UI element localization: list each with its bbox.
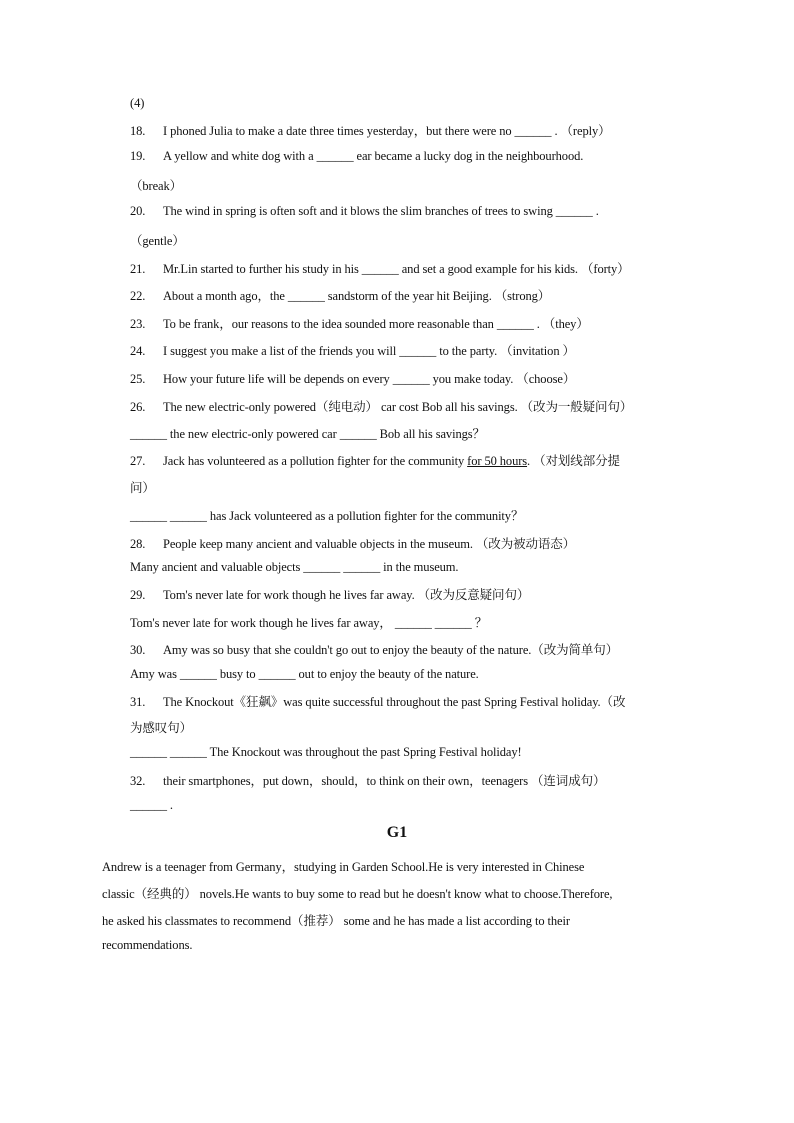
section-intro: (4) <box>130 96 145 110</box>
question-text: I phoned Julia to make a date three times yesterday，but there were no ______ . （reply） <box>163 124 611 138</box>
question-text: Amy was so busy that she couldn't go out to enjoy the beauty of the nature.（改为简单句） <box>163 643 619 657</box>
question-number: 21. <box>130 262 146 276</box>
question-20-hint: （gentle） <box>130 234 185 248</box>
passage-line-3: he asked his classmates to recommend（推荐） some and he has made a list according to their <box>102 914 570 928</box>
question-19-hint: （break） <box>130 179 183 193</box>
question-number: 25. <box>130 372 146 386</box>
question-19 <box>130 149 583 164</box>
question-27-cont: 问） <box>130 481 155 495</box>
question-number: 28. <box>130 537 146 551</box>
question-21 <box>130 259 630 277</box>
question-number: 32. <box>130 774 146 788</box>
question-text-end: . （对划线部分提 <box>527 454 620 468</box>
question-28-answer: Many ancient and valuable objects ______ ______ in the museum. <box>130 560 459 574</box>
passage-line-2: classic（经典的） novels.He wants to buy some to read but he doesn't know what to choose.Therefore, <box>102 887 613 901</box>
question-text: About a month ago，the ______ sandstorm of the year hit Beijing. （strong） <box>163 289 551 303</box>
question-text: People keep many ancient and valuable objects in the museum. （改为被动语态） <box>163 537 576 551</box>
question-31-answer: ______ ______ The Knockout was throughout the past Spring Festival holiday! <box>130 745 522 759</box>
question-text: A yellow and white dog with a ______ ear became a lucky dog in the neighbourhood. <box>163 149 584 163</box>
question-text: Jack has volunteered as a pollution fighter for the community <box>163 454 468 468</box>
question-number: 31. <box>130 695 146 709</box>
question-number: 23. <box>130 317 146 331</box>
question-29-answer: Tom's never late for work though he lives far away， ______ ______ ？ <box>130 616 488 630</box>
question-text: How your future life will be depends on every ______ you make today. （choose） <box>163 372 576 386</box>
question-30-answer: Amy was ______ busy to ______ out to enjoy the beauty of the nature. <box>130 667 479 681</box>
question-text: Tom's never late for work though he lives far away. （改为反意疑问句） <box>163 588 530 602</box>
question-31 <box>130 692 625 710</box>
question-30 <box>130 640 618 658</box>
question-number: 20. <box>130 204 146 218</box>
question-text: The Knockout《狂飙》was quite successful throughout the past Spring Festival holiday.（改 <box>163 695 626 709</box>
question-text: Mr.Lin started to further his study in his ______ and set a good example for his kids. （forty） <box>163 262 630 276</box>
passage-line-1: Andrew is a teenager from Germany，studying in Garden School.He is very interested in Chinese <box>102 860 585 874</box>
question-32 <box>130 771 605 789</box>
question-text: I suggest you make a list of the friends you will ______ to the party. （invitation ） <box>163 344 575 358</box>
question-24 <box>130 341 575 359</box>
question-31-cont: 为感叹句） <box>130 721 193 735</box>
underlined-phrase: for 50 hours <box>467 454 528 468</box>
question-25 <box>130 369 575 387</box>
question-22 <box>130 286 550 304</box>
question-28 <box>130 534 575 552</box>
question-23 <box>130 314 589 332</box>
question-29 <box>130 585 529 603</box>
question-text: their smartphones，put down，should，to think on their own，teenagers （连词成句） <box>163 774 606 788</box>
question-number: 18. <box>130 124 146 138</box>
question-number: 22. <box>130 289 146 303</box>
question-26 <box>130 397 632 415</box>
section-title: G1 <box>386 824 408 841</box>
question-27 <box>130 451 620 469</box>
question-number: 27. <box>130 454 146 468</box>
question-text: To be frank，our reasons to the idea sounded more reasonable than ______ . （they） <box>163 317 589 331</box>
passage-line-4: recommendations. <box>102 938 193 952</box>
question-number: 26. <box>130 400 146 414</box>
question-27-answer: ______ ______ has Jack volunteered as a pollution fighter for the community？ <box>130 509 524 523</box>
question-number: 30. <box>130 643 146 657</box>
question-text: The new electric-only powered（纯电动） car cost Bob all his savings. （改为一般疑问句） <box>163 400 633 414</box>
question-26-answer: ______ the new electric-only powered car ______ Bob all his savings？ <box>130 427 485 441</box>
question-number: 24. <box>130 344 146 358</box>
question-number: 19. <box>130 149 146 163</box>
question-32-answer: ______ . <box>130 798 173 812</box>
question-text: The wind in spring is often soft and it blows the slim branches of trees to swing ______ . <box>163 204 599 218</box>
question-20 <box>130 204 599 219</box>
question-18 <box>130 121 611 139</box>
question-number: 29. <box>130 588 146 602</box>
